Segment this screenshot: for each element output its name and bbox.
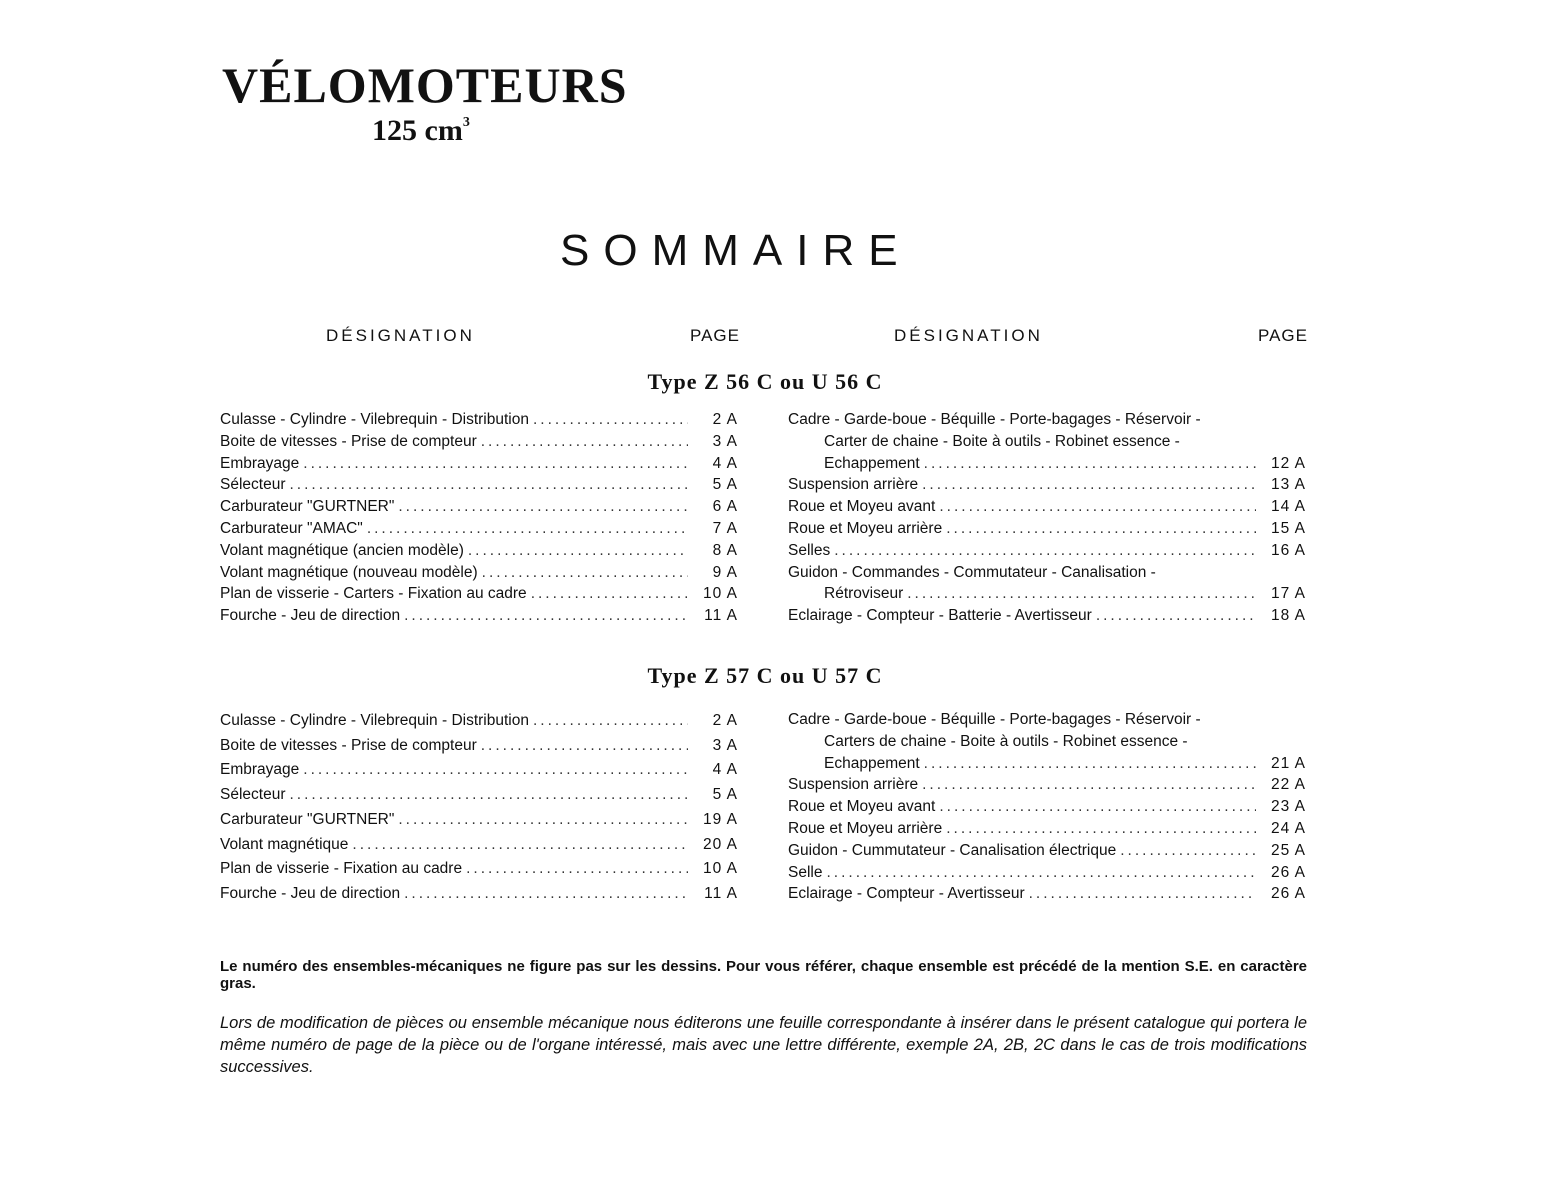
section-title-56c: Type Z 56 C ou U 56 C — [647, 369, 883, 394]
toc-entry-page: 24 A — [1270, 819, 1306, 837]
dot-leader — [398, 496, 688, 518]
toc-entry-page: 13 A — [1270, 476, 1306, 494]
toc-entry — [788, 774, 1306, 796]
toc-entry — [788, 818, 1306, 840]
dot-leader — [468, 540, 688, 562]
dot-leader — [533, 709, 688, 734]
dot-leader — [1096, 605, 1256, 627]
dot-leader — [946, 518, 1256, 540]
dot-leader — [289, 474, 688, 496]
toc-entry — [220, 540, 738, 562]
toc-entry-label: Guidon - Cummutateur - Canalisation électrique — [788, 841, 1117, 859]
toc-entry-label: Roue et Moyeu arrière — [788, 819, 943, 837]
subtitle-sup: 3 — [462, 115, 470, 130]
toc-entry-page: 18 A — [1270, 607, 1306, 625]
column-header-page-left: PAGE — [690, 326, 740, 345]
section-56c-left-list — [220, 409, 738, 627]
toc-entry — [220, 857, 738, 882]
dot-leader — [481, 734, 688, 759]
dot-leader — [946, 818, 1256, 840]
toc-entry-label: Carters de chaine - Boite à outils - Robinet essence - — [824, 732, 1188, 750]
toc-entry-label: Carburateur "GURTNER" — [220, 810, 395, 828]
dot-leader — [289, 783, 688, 808]
toc-entry-page: 11 A — [704, 607, 738, 625]
dot-leader — [531, 583, 688, 605]
toc-entry — [788, 409, 1306, 431]
dot-leader — [367, 518, 688, 540]
dot-leader — [352, 833, 688, 858]
dot-leader — [924, 453, 1256, 475]
toc-entry-label: Roue et Moyeu arrière — [788, 519, 943, 537]
toc-entry — [788, 540, 1306, 562]
toc-entry-label: Roue et Moyeu avant — [788, 798, 936, 816]
toc-entry — [788, 862, 1306, 884]
toc-entry-page: 7 A — [712, 519, 738, 537]
toc-entry-page: 26 A — [1270, 885, 1306, 903]
toc-entry-label: Volant magnétique — [220, 835, 349, 853]
sommaire-heading: SOMMAIRE — [560, 226, 912, 275]
toc-entry — [788, 883, 1306, 905]
dot-leader — [481, 431, 688, 453]
toc-entry — [220, 808, 738, 833]
toc-entry-page: 3 A — [712, 432, 738, 450]
toc-entry-label: Rétroviseur — [824, 585, 904, 603]
dot-leader — [924, 753, 1256, 775]
toc-entry — [220, 518, 738, 540]
toc-entry-label: Volant magnétique (ancien modèle) — [220, 541, 464, 559]
dot-leader — [398, 808, 688, 833]
toc-entry — [220, 605, 738, 627]
toc-entry-label: Eclairage - Compteur - Batterie - Avertisseur — [788, 607, 1092, 625]
toc-entry-label: Selles — [788, 541, 831, 559]
toc-entry — [788, 562, 1306, 584]
toc-entry — [220, 758, 738, 783]
toc-entry-page: 8 A — [712, 541, 738, 559]
toc-entry-page: 19 A — [702, 810, 738, 828]
toc-entry-page: 6 A — [712, 498, 738, 516]
toc-entry — [220, 709, 738, 734]
toc-entry-label: Plan de visserie - Fixation au cadre — [220, 860, 463, 878]
toc-entry-page: 5 A — [712, 476, 738, 494]
toc-entry-page: 26 A — [1270, 863, 1306, 881]
toc-entry — [788, 474, 1306, 496]
toc-entry-label: Carter de chaine - Boite à outils - Robinet essence - — [824, 432, 1180, 450]
note-italic: Lors de modification de pièces ou ensemble mécanique nous éditerons une feuille correspondante à insérer dans le présent catalogue qui portera le même numéro de page de la pièce ou de l'organe intéressé, mais avec une lettre différente, exemple 2A, 2B, 2C dans le cas de trois modifications successives. — [220, 1014, 1307, 1076]
section-57c-right-list — [788, 709, 1306, 905]
toc-entry-page: 25 A — [1270, 841, 1306, 859]
toc-entry-label: Suspension arrière — [788, 476, 919, 494]
toc-entry — [220, 734, 738, 759]
toc-entry-page: 21 A — [1270, 754, 1306, 772]
toc-entry — [788, 796, 1306, 818]
toc-entry — [788, 731, 1306, 753]
toc-entry — [220, 453, 738, 475]
toc-entry-page: 20 A — [702, 835, 738, 853]
toc-entry-label: Fourche - Jeu de direction — [220, 884, 401, 902]
toc-entry-page: 15 A — [1270, 519, 1306, 537]
toc-entry-label: Boite de vitesses - Prise de compteur — [220, 432, 477, 450]
toc-entry-label: Boite de vitesses - Prise de compteur — [220, 736, 477, 754]
toc-entry-label: Cadre - Garde-boue - Béquille - Porte-bagages - Réservoir - — [788, 411, 1201, 428]
toc-entry-page: 2 A — [712, 411, 738, 428]
toc-entry — [788, 605, 1306, 627]
toc-entry — [220, 562, 738, 584]
toc-entry-page: 4 A — [712, 761, 738, 779]
toc-entry-page: 12 A — [1270, 454, 1306, 472]
dot-leader — [303, 758, 688, 783]
toc-entry-page: 22 A — [1270, 776, 1306, 794]
toc-entry — [788, 753, 1306, 775]
toc-entry-page: 5 A — [712, 786, 738, 804]
section-56c-right-list — [788, 409, 1306, 627]
toc-entry-label: Embrayage — [220, 454, 300, 472]
dot-leader — [922, 474, 1256, 496]
toc-entry-label: Selle — [788, 863, 823, 881]
dot-leader — [1120, 840, 1256, 862]
toc-entry-label: Guidon - Commandes - Commutateur - Canalisation - — [788, 563, 1156, 581]
toc-entry-label: Sélecteur — [220, 476, 286, 494]
toc-entry-label: Carburateur "GURTNER" — [220, 498, 395, 516]
dot-leader — [907, 583, 1256, 605]
toc-entry-label: Sélecteur — [220, 786, 286, 804]
dot-leader — [1029, 883, 1256, 905]
column-header-page-right: PAGE — [1258, 326, 1308, 345]
toc-entry — [220, 882, 738, 907]
document-title: VÉLOMOTEURS — [222, 57, 628, 113]
toc-entry-label: Plan de visserie - Carters - Fixation au cadre — [220, 585, 527, 603]
dot-leader — [533, 409, 688, 431]
toc-entry — [220, 833, 738, 858]
section-title-57c: Type Z 57 C ou U 57 C — [647, 663, 883, 688]
toc-entry-page: 2 A — [712, 712, 738, 729]
toc-entry-page: 9 A — [712, 563, 738, 581]
toc-entry-label: Roue et Moyeu avant — [788, 498, 936, 516]
toc-entry — [788, 431, 1306, 453]
toc-entry-page: 10 A — [702, 860, 738, 878]
dot-leader — [939, 796, 1256, 818]
toc-entry — [788, 453, 1306, 475]
toc-entry-page: 3 A — [712, 736, 738, 754]
toc-entry — [788, 840, 1306, 862]
dot-leader — [939, 496, 1256, 518]
toc-entry-page: 11 A — [704, 884, 738, 902]
toc-entry — [788, 583, 1306, 605]
dot-leader — [404, 605, 688, 627]
dot-leader — [404, 882, 688, 907]
toc-entry-label: Echappement — [824, 454, 920, 472]
toc-entry — [220, 783, 738, 808]
toc-entry-label: Embrayage — [220, 761, 300, 779]
toc-entry — [220, 496, 738, 518]
toc-entry-page: 14 A — [1270, 498, 1306, 516]
toc-entry — [220, 474, 738, 496]
section-57c-left-list — [220, 709, 738, 907]
toc-entry — [220, 409, 738, 431]
toc-entry-label: Suspension arrière — [788, 776, 919, 794]
dot-leader — [303, 453, 688, 475]
document-subtitle — [372, 114, 470, 148]
toc-entry-label: Eclairage - Compteur - Avertisseur — [788, 885, 1025, 903]
dot-leader — [834, 540, 1256, 562]
toc-entry — [220, 431, 738, 453]
toc-entry-page: 17 A — [1270, 585, 1306, 603]
toc-entry — [788, 518, 1306, 540]
toc-entry — [220, 583, 738, 605]
toc-entry-label: Cadre - Garde-boue - Béquille - Porte-bagages - Réservoir - — [788, 711, 1201, 728]
dot-leader — [922, 774, 1256, 796]
toc-entry-label: Fourche - Jeu de direction — [220, 607, 401, 625]
column-header-designation-left: DÉSIGNATION — [326, 326, 475, 345]
toc-entry — [788, 496, 1306, 518]
toc-entry-page: 23 A — [1270, 798, 1306, 816]
toc-entry-page: 16 A — [1270, 541, 1306, 559]
toc-entry-label: Culasse - Cylindre - Vilebrequin - Distribution — [220, 411, 529, 428]
toc-entry — [788, 709, 1306, 731]
dot-leader — [826, 862, 1256, 884]
column-header-designation-right: DÉSIGNATION — [894, 326, 1043, 345]
toc-entry-label: Volant magnétique (nouveau modèle) — [220, 563, 478, 581]
toc-entry-label: Carburateur "AMAC" — [220, 519, 363, 537]
dot-leader — [482, 562, 688, 584]
dot-leader — [466, 857, 688, 882]
subtitle-text: 125 cm — [372, 114, 463, 147]
note-bold: Le numéro des ensembles-mécaniques ne figure pas sur les dessins. Pour vous référer, chaque ensemble est précédé de la mention S.E. en caractère gras. — [220, 958, 1307, 992]
toc-entry-label: Culasse - Cylindre - Vilebrequin - Distribution — [220, 712, 529, 729]
toc-entry-page: 4 A — [712, 454, 738, 472]
toc-entry-label: Echappement — [824, 754, 920, 772]
toc-entry-page: 10 A — [702, 585, 738, 603]
